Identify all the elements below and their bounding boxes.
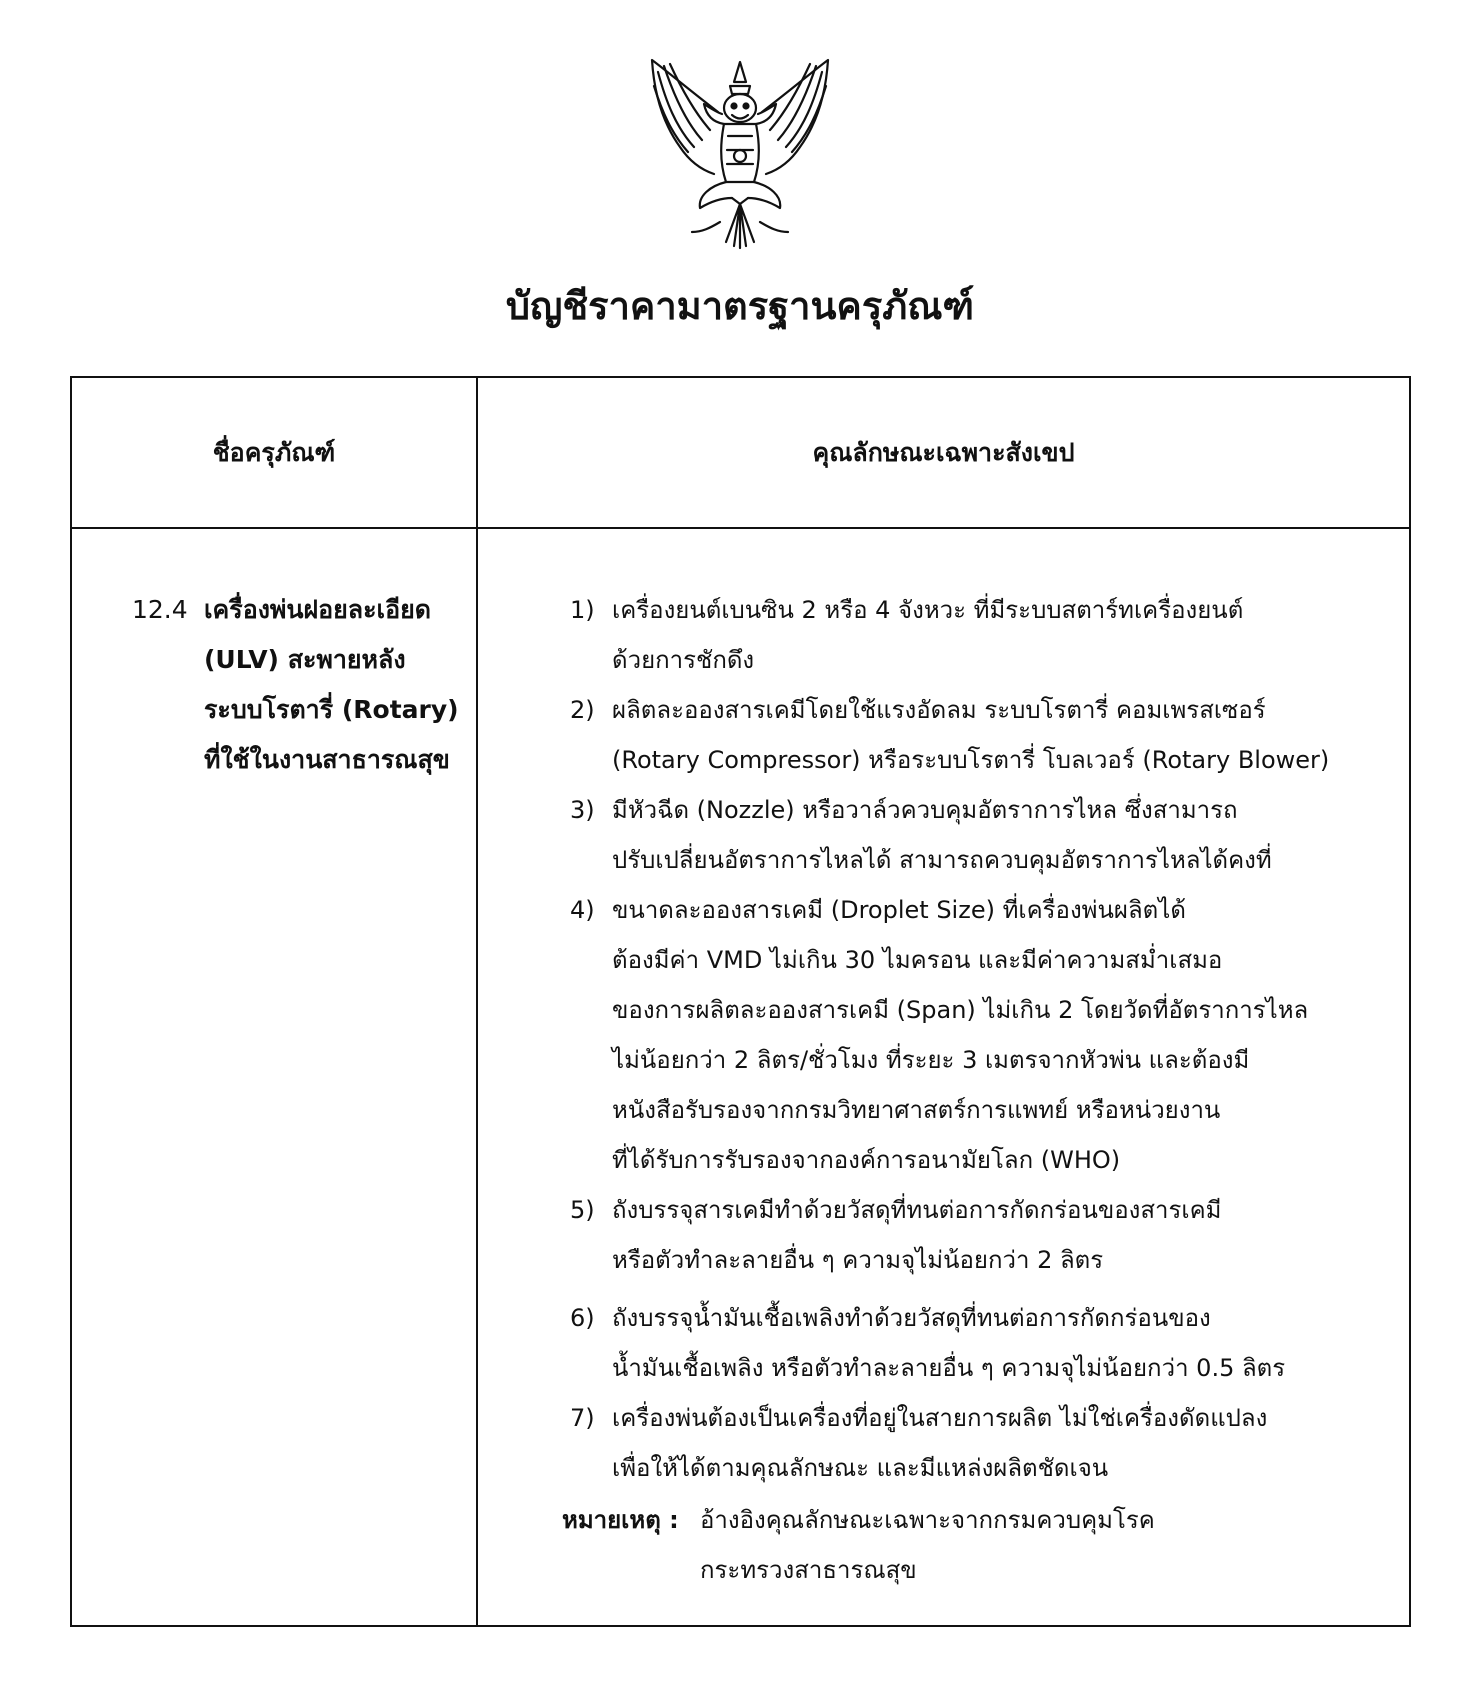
- column-divider: [476, 378, 478, 1625]
- spec-number: 7): [570, 1404, 595, 1432]
- spec-line: เครื่องพ่นต้องเป็นเครื่องที่อยู่ในสายการผลิต ไม่ใช่เครื่องดัดแปลง: [612, 1404, 1268, 1432]
- spec-item: [570, 1293, 1390, 1393]
- item-name-line: ระบบโรตารี่ (Rotary): [204, 695, 459, 724]
- spec-item: [570, 1393, 1390, 1493]
- spec-number: 2): [570, 696, 595, 724]
- spec-line: มีหัวฉีด (Nozzle) หรือวาล์วควบคุมอัตราการไหล ซึ่งสามารถ: [612, 796, 1238, 824]
- item-name-line: เครื่องพ่นฝอยละเอียด: [204, 595, 431, 624]
- spec-line: ที่ได้รับการรับรองจากองค์การอนามัยโลก (WHO): [612, 1146, 1121, 1174]
- spec-line: ไม่น้อยกว่า 2 ลิตร/ชั่วโมง ที่ระยะ 3 เมตรจากหัวพ่น และต้องมี: [612, 1046, 1250, 1074]
- spec-line: หนังสือรับรองจากกรมวิทยาศาสตร์การแพทย์ หรือหน่วยงาน: [612, 1096, 1221, 1124]
- header-spec: คุณลักษณะเฉพาะสังเขป: [812, 437, 1075, 467]
- spec-number: 6): [570, 1304, 595, 1332]
- spec-number: 5): [570, 1196, 595, 1224]
- remark-label: หมายเหตุ :: [562, 1506, 679, 1534]
- spec-list: [562, 585, 1390, 1595]
- item-name-line: (ULV) สะพายหลัง: [204, 645, 406, 674]
- spec-line: ต้องมีค่า VMD ไม่เกิน 30 ไมครอน และมีค่าความสม่ำเสมอ: [612, 946, 1223, 974]
- spec-item: [570, 785, 1390, 885]
- spec-table: [70, 376, 1411, 1627]
- spec-line: ถังบรรจุสารเคมีทำด้วยวัสดุที่ทนต่อการกัดกร่อนของสารเคมี: [612, 1196, 1222, 1224]
- spec-line: ขนาดละอองสารเคมี (Droplet Size) ที่เครื่องพ่นผลิตได้: [612, 896, 1186, 924]
- spec-line: ของการผลิตละอองสารเคมี (Span) ไม่เกิน 2 โดยวัดที่อัตราการไหล: [612, 996, 1309, 1024]
- remark: [562, 1495, 1390, 1595]
- item-cell: [132, 585, 472, 785]
- spec-line: เพื่อให้ได้ตามคุณลักษณะ และมีแหล่งผลิตชัดเจน: [612, 1454, 1109, 1482]
- spec-line: ผลิตละอองสารเคมีโดยใช้แรงอัดลม ระบบโรตารี่ คอมเพรสเซอร์: [612, 696, 1266, 724]
- remark-text: กระทรวงสาธารณสุข: [700, 1556, 917, 1584]
- item-name: [204, 585, 472, 785]
- spec-line: ด้วยการชักดึง: [612, 646, 755, 674]
- remark-text: อ้างอิงคุณลักษณะเฉพาะจากกรมควบคุมโรค: [700, 1506, 1155, 1534]
- spec-line: หรือตัวทำละลายอื่น ๆ ความจุไม่น้อยกว่า 2 ลิตร: [612, 1246, 1104, 1274]
- spec-number: 4): [570, 896, 595, 924]
- spec-number: 1): [570, 596, 595, 624]
- item-name-line: ที่ใช้ในงานสาธารณสุข: [204, 745, 450, 774]
- garuda-emblem-icon: [640, 52, 840, 252]
- spec-line: ถังบรรจุน้ำมันเชื้อเพลิงทำด้วยวัสดุที่ทนต่อการกัดกร่อนของ: [612, 1304, 1211, 1332]
- spec-item: [570, 585, 1390, 685]
- header-divider: [72, 527, 1409, 529]
- spec-line: เครื่องยนต์เบนซิน 2 หรือ 4 จังหวะ ที่มีระบบสตาร์ทเครื่องยนต์: [612, 596, 1244, 624]
- spec-line: ปรับเปลี่ยนอัตราการไหลได้ สามารถควบคุมอัตราการไหลได้คงที่: [612, 846, 1272, 874]
- spec-line: (Rotary Compressor) หรือระบบโรตารี่ โบลเวอร์ (Rotary Blower): [612, 746, 1330, 774]
- spec-item: [570, 1185, 1390, 1285]
- header-name: ชื่อครุภัณฑ์: [212, 437, 336, 467]
- page-title: บัญชีราคามาตรฐานครุภัณฑ์: [505, 284, 975, 328]
- item-number: 12.4: [132, 595, 188, 624]
- spec-item: [570, 685, 1390, 785]
- spec-number: 3): [570, 796, 595, 824]
- spec-item: [570, 885, 1390, 1185]
- spec-line: น้ำมันเชื้อเพลิง หรือตัวทำละลายอื่น ๆ ความจุไม่น้อยกว่า 0.5 ลิตร: [612, 1354, 1286, 1382]
